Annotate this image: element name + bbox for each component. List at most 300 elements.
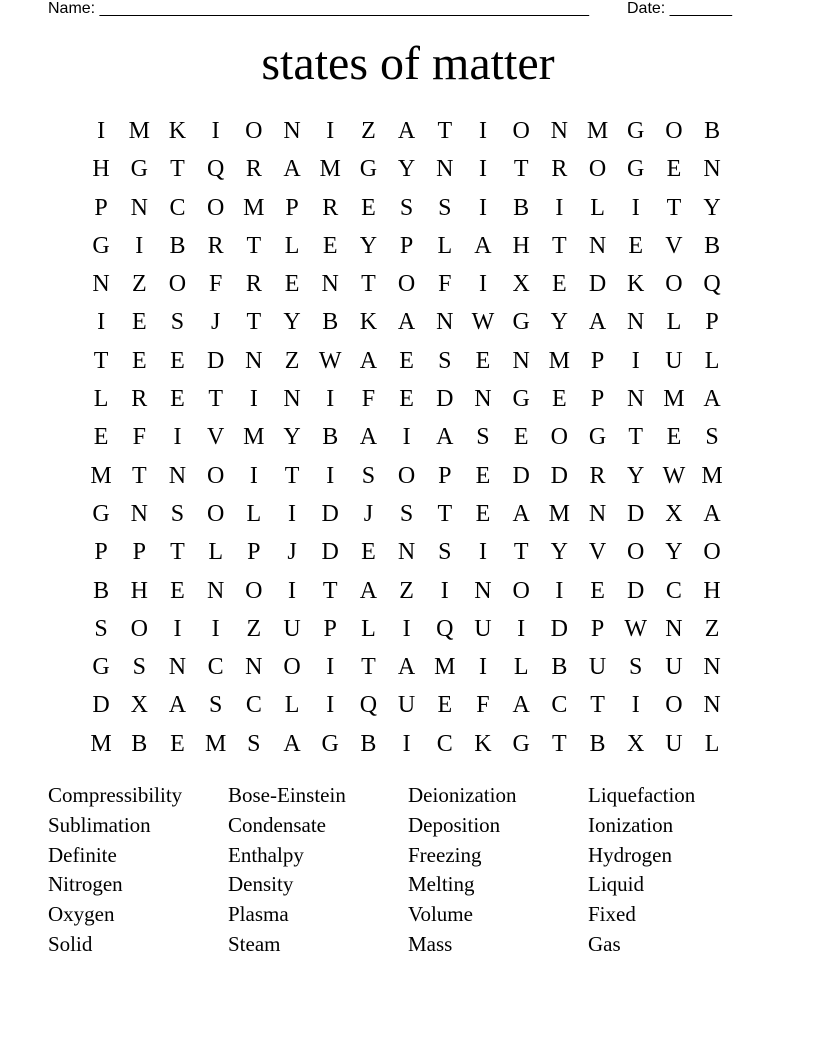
grid-letter: A: [359, 347, 378, 374]
grid-letter: I: [631, 347, 640, 374]
grid-letter: O: [397, 271, 416, 298]
grid-letter: B: [169, 232, 186, 259]
grid-letter: G: [130, 156, 148, 183]
grid-letter: P: [132, 539, 146, 566]
grid-letter: Q: [436, 615, 454, 642]
name-line: Name: _______________________________________________________: [48, 0, 589, 17]
grid-letter: A: [436, 424, 454, 451]
word-list-item: Nitrogen: [48, 872, 123, 897]
grid-letter: A: [359, 424, 378, 451]
grid-letter: D: [321, 539, 339, 566]
grid-letter: M: [90, 462, 112, 489]
grid-letter: M: [548, 347, 571, 374]
grid-letter: O: [703, 539, 721, 566]
grid-letter: N: [130, 194, 148, 221]
grid-letter: I: [288, 577, 297, 604]
grid-letter: N: [665, 615, 683, 642]
grid-row: [82, 189, 732, 227]
grid-letter: A: [703, 386, 721, 413]
grid-letter: T: [170, 539, 185, 566]
grid-letter: F: [208, 271, 223, 298]
grid-letter: I: [326, 462, 335, 489]
grid-row: [82, 725, 732, 763]
grid-letter: L: [93, 386, 109, 413]
grid-letter: N: [512, 347, 530, 374]
grid-letter: N: [627, 309, 645, 336]
grid-letter: B: [322, 309, 339, 336]
grid-letter: Y: [397, 156, 416, 183]
grid-letter: E: [361, 539, 376, 566]
word-list-item: Density: [228, 872, 294, 897]
grid-letter: S: [94, 615, 108, 642]
grid-letter: T: [93, 347, 109, 374]
grid-letter: E: [590, 577, 605, 604]
grid-letter: B: [322, 424, 339, 451]
grid-letter: Y: [550, 539, 569, 566]
grid-letter: M: [90, 730, 112, 757]
grid-letter: E: [322, 232, 338, 259]
grid-letter: N: [130, 500, 148, 527]
grid-letter: R: [551, 156, 568, 183]
grid-letter: X: [130, 692, 148, 719]
grid-letter: I: [211, 118, 220, 144]
grid-letter: I: [478, 271, 487, 298]
grid-letter: J: [287, 539, 297, 566]
grid-letter: D: [550, 462, 569, 489]
grid-row: [82, 648, 732, 686]
grid-row: [82, 265, 732, 303]
grid-letter: I: [631, 692, 640, 719]
grid-letter: T: [246, 232, 262, 259]
grid-letter: Y: [703, 194, 721, 221]
grid-letter: E: [475, 462, 491, 489]
grid-row: [82, 457, 732, 495]
grid-letter: R: [322, 194, 339, 221]
word-list-item: Volume: [408, 902, 473, 927]
grid-letter: U: [474, 615, 492, 642]
grid-letter: N: [168, 654, 187, 681]
grid-letter: D: [512, 462, 530, 489]
grid-letter: Y: [283, 424, 301, 451]
grid-letter: M: [128, 118, 150, 144]
grid-letter: F: [476, 692, 490, 719]
grid-letter: Z: [284, 347, 300, 374]
grid-letter: I: [97, 118, 106, 144]
word-list-item: Liquefaction: [588, 783, 696, 807]
grid-letter: T: [437, 500, 453, 527]
grid-letter: T: [513, 539, 529, 566]
grid-letter: Z: [361, 118, 376, 144]
grid-letter: C: [665, 577, 682, 604]
grid-letter: V: [206, 424, 225, 451]
grid-letter: D: [321, 500, 339, 527]
grid-letter: W: [318, 347, 342, 374]
grid-letter: B: [93, 577, 110, 604]
grid-letter: K: [627, 271, 645, 298]
grid-letter: D: [550, 615, 569, 642]
grid-letter: O: [245, 577, 263, 604]
grid-letter: I: [478, 654, 487, 681]
grid-letter: G: [92, 654, 110, 681]
grid-letter: S: [438, 539, 452, 566]
grid-letter: C: [245, 692, 262, 719]
grid-letter: I: [326, 692, 335, 719]
grid-letter: S: [629, 654, 643, 681]
grid-letter: I: [555, 577, 564, 604]
grid-letter: I: [402, 424, 411, 451]
grid-letter: O: [665, 118, 683, 144]
grid-letter: I: [288, 500, 297, 527]
grid-letter: T: [437, 118, 453, 144]
grid-letter: D: [627, 500, 645, 527]
grid-letter: O: [130, 615, 148, 642]
grid-letter: G: [359, 156, 378, 183]
grid-letter: N: [206, 577, 225, 604]
grid-row: [82, 572, 732, 610]
grid-letter: F: [132, 424, 146, 451]
grid-letter: O: [665, 692, 683, 719]
grid-letter: O: [512, 577, 530, 604]
grid-letter: O: [206, 194, 225, 221]
grid-letter: L: [284, 692, 300, 719]
grid-letter: N: [436, 156, 454, 183]
grid-letter: D: [436, 386, 454, 413]
grid-row: [82, 610, 732, 648]
grid-letter: N: [703, 156, 721, 183]
grid-letter: U: [588, 654, 607, 681]
grid-letter: T: [246, 309, 262, 336]
grid-letter: U: [665, 730, 683, 757]
grid-letter: B: [131, 730, 148, 757]
grid-letter: P: [94, 194, 108, 221]
grid-letter: T: [361, 271, 376, 298]
grid-letter: V: [588, 539, 607, 566]
grid-letter: N: [703, 692, 721, 719]
grid-letter: N: [627, 386, 645, 413]
grid-letter: L: [284, 232, 300, 259]
word-list-item: Sublimation: [48, 812, 151, 837]
grid-row: [82, 686, 732, 724]
grid-letter: I: [478, 118, 487, 144]
grid-letter: M: [319, 156, 341, 183]
worksheet-header: [0, 0, 816, 20]
grid-letter: N: [168, 462, 187, 489]
grid-letter: O: [665, 271, 683, 298]
grid-letter: O: [168, 271, 187, 298]
grid-letter: I: [326, 654, 335, 681]
grid-letter: B: [704, 232, 721, 259]
grid-letter: N: [321, 271, 339, 298]
grid-letter: L: [208, 539, 223, 566]
grid-letter: M: [434, 654, 456, 681]
grid-letter: E: [361, 194, 376, 221]
grid-letter: R: [589, 462, 606, 489]
word-list-item: Solid: [48, 931, 93, 956]
grid-row: [82, 227, 732, 265]
grid-letter: M: [586, 118, 609, 144]
grid-letter: A: [397, 118, 416, 144]
grid-letter: E: [552, 386, 567, 413]
grid-letter: I: [249, 386, 258, 413]
grid-letter: C: [436, 730, 453, 757]
grid-letter: I: [402, 730, 411, 757]
grid-letter: P: [590, 386, 605, 413]
grid-letter: O: [283, 654, 301, 681]
grid-letter: T: [552, 730, 567, 757]
grid-letter: I: [555, 194, 564, 221]
grid-letter: M: [701, 462, 723, 489]
grid-letter: A: [512, 692, 530, 719]
grid-letter: E: [284, 271, 300, 298]
grid-letter: S: [399, 194, 414, 221]
grid-letter: U: [665, 347, 683, 374]
grid-letter: S: [476, 424, 490, 451]
grid-letter: N: [588, 500, 607, 527]
grid-letter: E: [437, 692, 453, 719]
grid-letter: E: [513, 424, 529, 451]
grid-letter: G: [92, 232, 110, 259]
grid-letter: D: [588, 271, 607, 298]
grid-letter: A: [283, 156, 301, 183]
grid-letter: N: [92, 271, 110, 298]
grid-letter: M: [243, 424, 265, 451]
grid-letter: H: [130, 577, 148, 604]
grid-letter: T: [170, 156, 185, 183]
grid-row: [82, 112, 732, 150]
grid-letter: S: [438, 194, 452, 221]
grid-letter: E: [399, 386, 414, 413]
grid-letter: A: [283, 730, 301, 757]
grid-letter: Y: [550, 309, 569, 336]
grid-row: [82, 418, 732, 456]
grid-letter: C: [551, 692, 568, 719]
grid-letter: O: [588, 156, 607, 183]
grid-letter: I: [440, 577, 449, 604]
grid-letter: E: [131, 347, 147, 374]
grid-letter: Y: [627, 462, 645, 489]
grid-letter: N: [283, 118, 301, 144]
grid-letter: N: [550, 118, 569, 144]
grid-letter: I: [478, 194, 487, 221]
grid-letter: E: [666, 156, 682, 183]
grid-letter: O: [206, 462, 225, 489]
grid-letter: K: [359, 309, 378, 336]
grid-letter: I: [326, 118, 335, 144]
grid-letter: L: [513, 654, 529, 681]
grid-letter: S: [361, 462, 376, 489]
grid-letter: S: [132, 654, 146, 681]
grid-letter: E: [475, 347, 491, 374]
grid-row: [82, 533, 732, 571]
word-list-item: Fixed: [588, 902, 636, 927]
grid-letter: U: [397, 692, 416, 719]
grid-letter: E: [170, 386, 185, 413]
grid-letter: R: [245, 156, 262, 183]
grid-letter: S: [247, 730, 261, 757]
grid-letter: E: [170, 577, 185, 604]
word-list-item: Freezing: [408, 842, 482, 867]
grid-letter: Q: [703, 271, 721, 298]
grid-letter: P: [438, 462, 452, 489]
grid-letter: O: [512, 118, 530, 144]
grid-letter: E: [628, 232, 644, 259]
grid-letter: A: [359, 577, 378, 604]
word-list-item: Steam: [228, 931, 281, 956]
word-list-item: Bose-Einstein: [228, 783, 346, 807]
grid-letter: L: [361, 615, 376, 642]
grid-letter: W: [662, 462, 686, 489]
grid-letter: P: [323, 615, 337, 642]
grid-letter: L: [704, 347, 720, 374]
grid-letter: V: [665, 232, 683, 259]
grid-letter: G: [512, 730, 530, 757]
grid-letter: R: [131, 386, 148, 413]
grid-letter: I: [402, 615, 411, 642]
grid-letter: Y: [665, 539, 683, 566]
grid-letter: O: [550, 424, 569, 451]
grid-letter: I: [173, 424, 182, 451]
grid-letter: R: [207, 232, 224, 259]
grid-letter: K: [168, 118, 187, 144]
grid-letter: G: [627, 156, 645, 183]
grid-letter: P: [247, 539, 261, 566]
grid-letter: P: [590, 615, 605, 642]
grid-letter: X: [512, 271, 530, 298]
grid-letter: Z: [246, 615, 262, 642]
grid-letter: J: [363, 500, 374, 527]
grid-letter: J: [210, 309, 221, 336]
grid-letter: I: [97, 309, 106, 336]
word-list-item: Deposition: [408, 812, 501, 837]
grid-letter: N: [474, 577, 492, 604]
grid-letter: Z: [131, 271, 147, 298]
grid-letter: P: [285, 194, 299, 221]
grid-letter: L: [590, 194, 605, 221]
grid-letter: G: [512, 309, 530, 336]
grid-letter: L: [437, 232, 453, 259]
grid-letter: P: [399, 232, 414, 259]
grid-letter: I: [478, 156, 487, 183]
word-list-item: Liquid: [588, 872, 644, 897]
date-line: Date: _______: [627, 0, 732, 17]
grid-letter: Q: [359, 692, 378, 719]
page-title: states of matter: [261, 37, 555, 90]
grid-letter: S: [170, 500, 185, 527]
grid-letter: F: [438, 271, 452, 298]
grid-letter: T: [590, 692, 605, 719]
grid-letter: T: [208, 386, 223, 413]
grid-letter: N: [436, 309, 454, 336]
grid-letter: H: [512, 232, 530, 259]
word-list-item: Ionization: [588, 812, 674, 837]
grid-letter: S: [705, 424, 719, 451]
word-list-item: Hydrogen: [588, 842, 672, 867]
grid-letter: I: [211, 615, 220, 642]
grid-letter: E: [475, 500, 491, 527]
word-list-item: Gas: [588, 931, 621, 956]
grid-letter: A: [588, 309, 607, 336]
grid-letter: H: [92, 156, 110, 183]
grid-letter: N: [245, 347, 263, 374]
grid-letter: S: [170, 309, 185, 336]
grid-letter: O: [627, 539, 645, 566]
grid-letter: I: [173, 615, 182, 642]
grid-letter: Z: [399, 577, 414, 604]
grid-letter: T: [513, 156, 529, 183]
grid-letter: E: [170, 347, 185, 374]
grid-letter: A: [512, 500, 530, 527]
grid-row: [82, 342, 732, 380]
word-list-item: Mass: [408, 931, 453, 956]
letter-grid: [82, 112, 732, 763]
grid-letter: Q: [206, 156, 225, 183]
grid-letter: M: [663, 386, 685, 413]
grid-letter: B: [589, 730, 606, 757]
grid-letter: O: [245, 118, 263, 144]
grid-letter: B: [513, 194, 530, 221]
word-list-item: Deionization: [408, 783, 517, 807]
grid-letter: D: [627, 577, 645, 604]
grid-letter: A: [703, 500, 721, 527]
grid-letter: H: [703, 577, 721, 604]
grid-letter: I: [326, 386, 335, 413]
grid-row: [82, 380, 732, 418]
grid-letter: N: [474, 386, 492, 413]
word-list: [48, 781, 768, 960]
grid-letter: Y: [359, 232, 378, 259]
grid-letter: O: [397, 462, 416, 489]
word-list-item: Definite: [48, 842, 117, 867]
grid-letter: M: [204, 730, 227, 757]
grid-letter: B: [551, 654, 568, 681]
grid-letter: G: [92, 500, 110, 527]
grid-letter: M: [548, 500, 571, 527]
grid-letter: U: [283, 615, 301, 642]
word-list-item: Plasma: [228, 902, 289, 927]
grid-letter: I: [135, 232, 144, 259]
word-list-item: Melting: [408, 872, 475, 897]
grid-letter: I: [517, 615, 526, 642]
grid-letter: N: [283, 386, 301, 413]
grid-letter: O: [206, 500, 225, 527]
grid-letter: A: [474, 232, 492, 259]
grid-letter: B: [360, 730, 377, 757]
word-list-item: Condensate: [228, 812, 326, 837]
grid-letter: M: [243, 194, 265, 221]
grid-letter: Y: [283, 309, 301, 336]
grid-letter: G: [321, 730, 339, 757]
grid-letter: C: [169, 194, 186, 221]
word-list-item: Oxygen: [48, 902, 115, 927]
grid-row: [82, 303, 732, 341]
grid-letter: A: [168, 692, 187, 719]
grid-letter: P: [705, 309, 719, 336]
grid-letter: W: [471, 309, 495, 336]
grid-row: [82, 150, 732, 188]
grid-letter: W: [624, 615, 648, 642]
grid-letter: N: [397, 539, 416, 566]
grid-letter: E: [666, 424, 682, 451]
grid-letter: D: [92, 692, 110, 719]
grid-letter: T: [322, 577, 338, 604]
grid-letter: P: [94, 539, 108, 566]
grid-letter: G: [512, 386, 530, 413]
grid-letter: A: [397, 309, 416, 336]
grid-letter: L: [704, 730, 720, 757]
word-list-item: Enthalpy: [228, 842, 304, 867]
grid-letter: A: [397, 654, 416, 681]
grid-letter: Z: [704, 615, 720, 642]
